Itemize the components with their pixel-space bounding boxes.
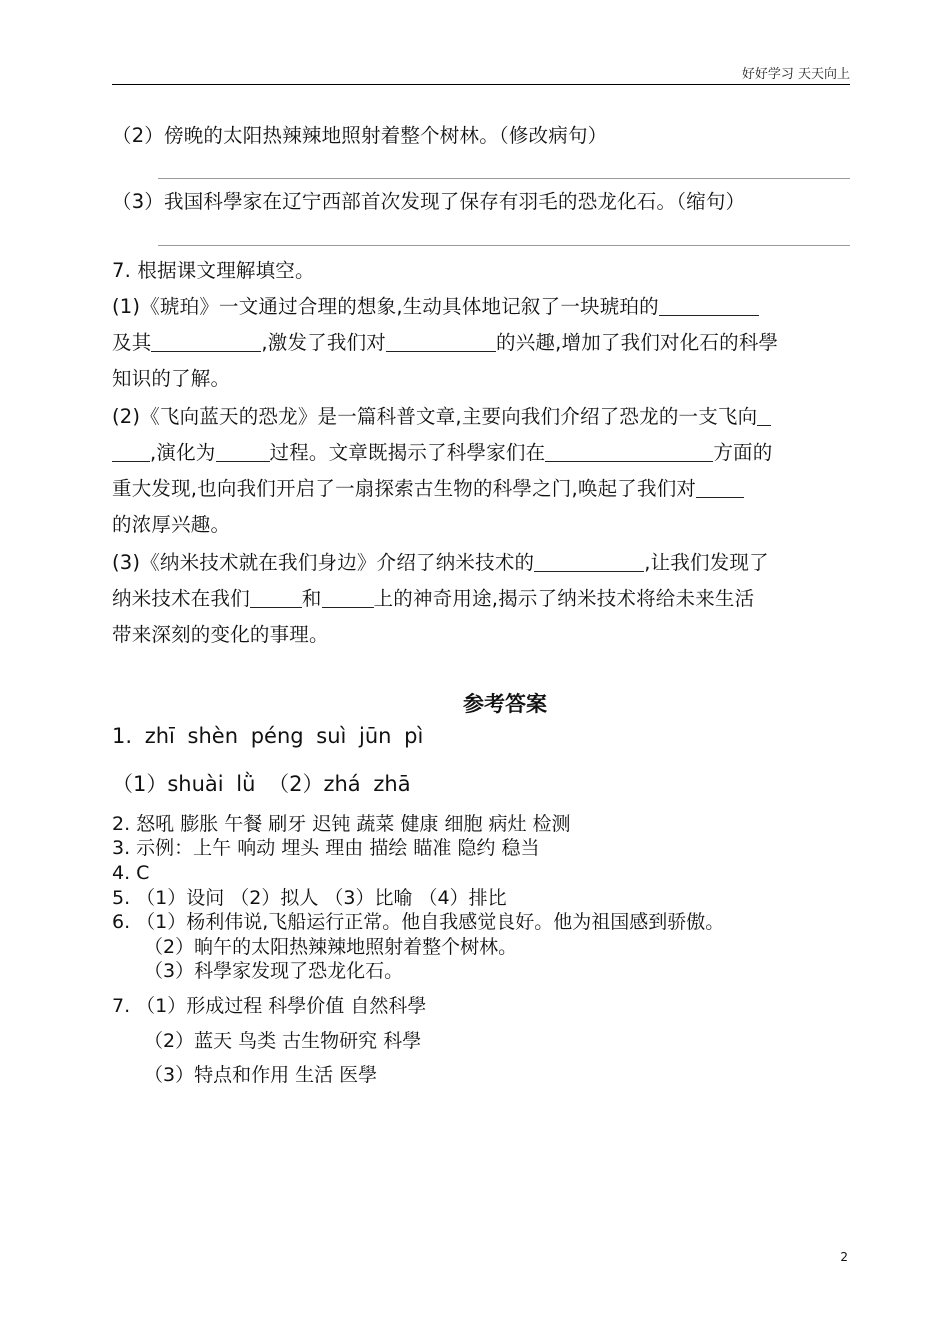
q7-text: 和 <box>301 587 322 610</box>
q7-part3-line2 <box>112 587 852 611</box>
answer-key-title: 参考答案 <box>463 692 547 716</box>
fill-blank[interactable] <box>534 553 644 572</box>
q7-text: 的兴趣,增加了我们对化石的科學 <box>496 331 779 354</box>
fill-blank[interactable] <box>659 297 759 316</box>
q7-text: (3)《纳米技术就在我们身边》介绍了纳米技术的 <box>112 551 535 574</box>
q7-part2-line1 <box>112 405 852 429</box>
q7-text: 方面的 <box>713 441 773 464</box>
fill-blank[interactable] <box>322 589 374 608</box>
answer-4: 4. C <box>112 862 150 884</box>
q7-text: 过程。文章既揭示了科學家们在 <box>269 441 546 464</box>
fill-blank[interactable] <box>545 443 713 462</box>
q7-part3-line3: 带来深刻的变化的事理。 <box>112 623 329 646</box>
q7-text: ,激发了我们对 <box>261 331 387 354</box>
answer-6-2: （2）晌午的太阳热辣辣地照射着整个树林。 <box>144 936 518 958</box>
q7-part2-line3 <box>112 477 852 501</box>
answer-1: 1. zhī shèn péng suì jūn pì <box>112 724 424 748</box>
q6-item-3: （3）我国科學家在辽宁西部首次发现了保存有羽毛的恐龙化石。（缩句） <box>112 190 746 213</box>
page-number: 2 <box>840 1250 848 1264</box>
q7-text: (1)《琥珀》一文通过合理的想象,生动具体地记叙了一块琥珀的 <box>112 295 659 318</box>
fill-blank[interactable] <box>250 589 302 608</box>
answer-7-3: （3）特点和作用 生活 医學 <box>144 1064 378 1086</box>
q7-text: (2)《飞向蓝天的恐龙》是一篇科普文章,主要向我们介绍了恐龙的一支飞向 <box>112 405 758 428</box>
q7-part1-line2 <box>112 331 852 355</box>
answer-6-3: （3）科學家发现了恐龙化石。 <box>144 960 404 982</box>
answer-6-1: 6. （1）杨利伟说,飞船运行正常。他自我感觉良好。他为祖国感到骄傲。 <box>112 911 725 933</box>
fill-blank[interactable] <box>696 479 744 498</box>
header-motto: 好好学习 天天向上 <box>741 67 850 82</box>
q7-part2-line2 <box>112 441 852 465</box>
answer-3: 3. 示例：上午 响动 埋头 理由 描绘 瞄准 隐约 稳当 <box>112 837 540 859</box>
q7-part1-line1 <box>112 295 852 319</box>
q7-title: 7. 根据课文理解填空。 <box>112 259 315 282</box>
q7-text: ,演化为 <box>150 441 216 464</box>
fill-blank[interactable] <box>216 443 270 462</box>
header-divider <box>112 84 850 85</box>
q7-text: 重大发现,也向我们开启了一扇探索古生物的科學之门,唤起了我们对 <box>112 477 697 500</box>
q7-part1-line3: 知识的了解。 <box>112 367 231 390</box>
fill-blank[interactable] <box>386 333 496 352</box>
q7-part3-line1 <box>112 551 852 575</box>
answer-line <box>158 178 850 179</box>
fill-blank[interactable] <box>757 407 771 426</box>
q7-text: 纳米技术在我们 <box>112 587 250 610</box>
answer-2: 2. 怒吼 膨胀 午餐 刷牙 迟钝 蔬菜 健康 细胞 病灶 检测 <box>112 813 571 835</box>
q7-part2-line4: 的浓厚兴趣。 <box>112 513 231 536</box>
answer-line <box>158 245 850 246</box>
fill-blank[interactable] <box>151 333 261 352</box>
q7-text: 及其 <box>112 331 152 354</box>
q7-text: 上的神奇用途,揭示了纳米技术将给未来生活 <box>373 587 755 610</box>
q7-text: ,让我们发现了 <box>644 551 769 574</box>
answer-5: 5. （1）设问 （2）拟人 （3）比喻 （4）排比 <box>112 887 507 909</box>
q6-item-2: （2）傍晚的太阳热辣辣地照射着整个树林。（修改病句） <box>112 124 608 147</box>
fill-blank[interactable] <box>112 443 150 462</box>
answer-7-1: 7. （1）形成过程 科學价值 自然科學 <box>112 995 427 1017</box>
answer-1-sub: （1）shuài lǜ （2）zhá zhā <box>112 772 411 796</box>
answer-7-2: （2）蓝天 鸟类 古生物研究 科學 <box>144 1030 422 1052</box>
